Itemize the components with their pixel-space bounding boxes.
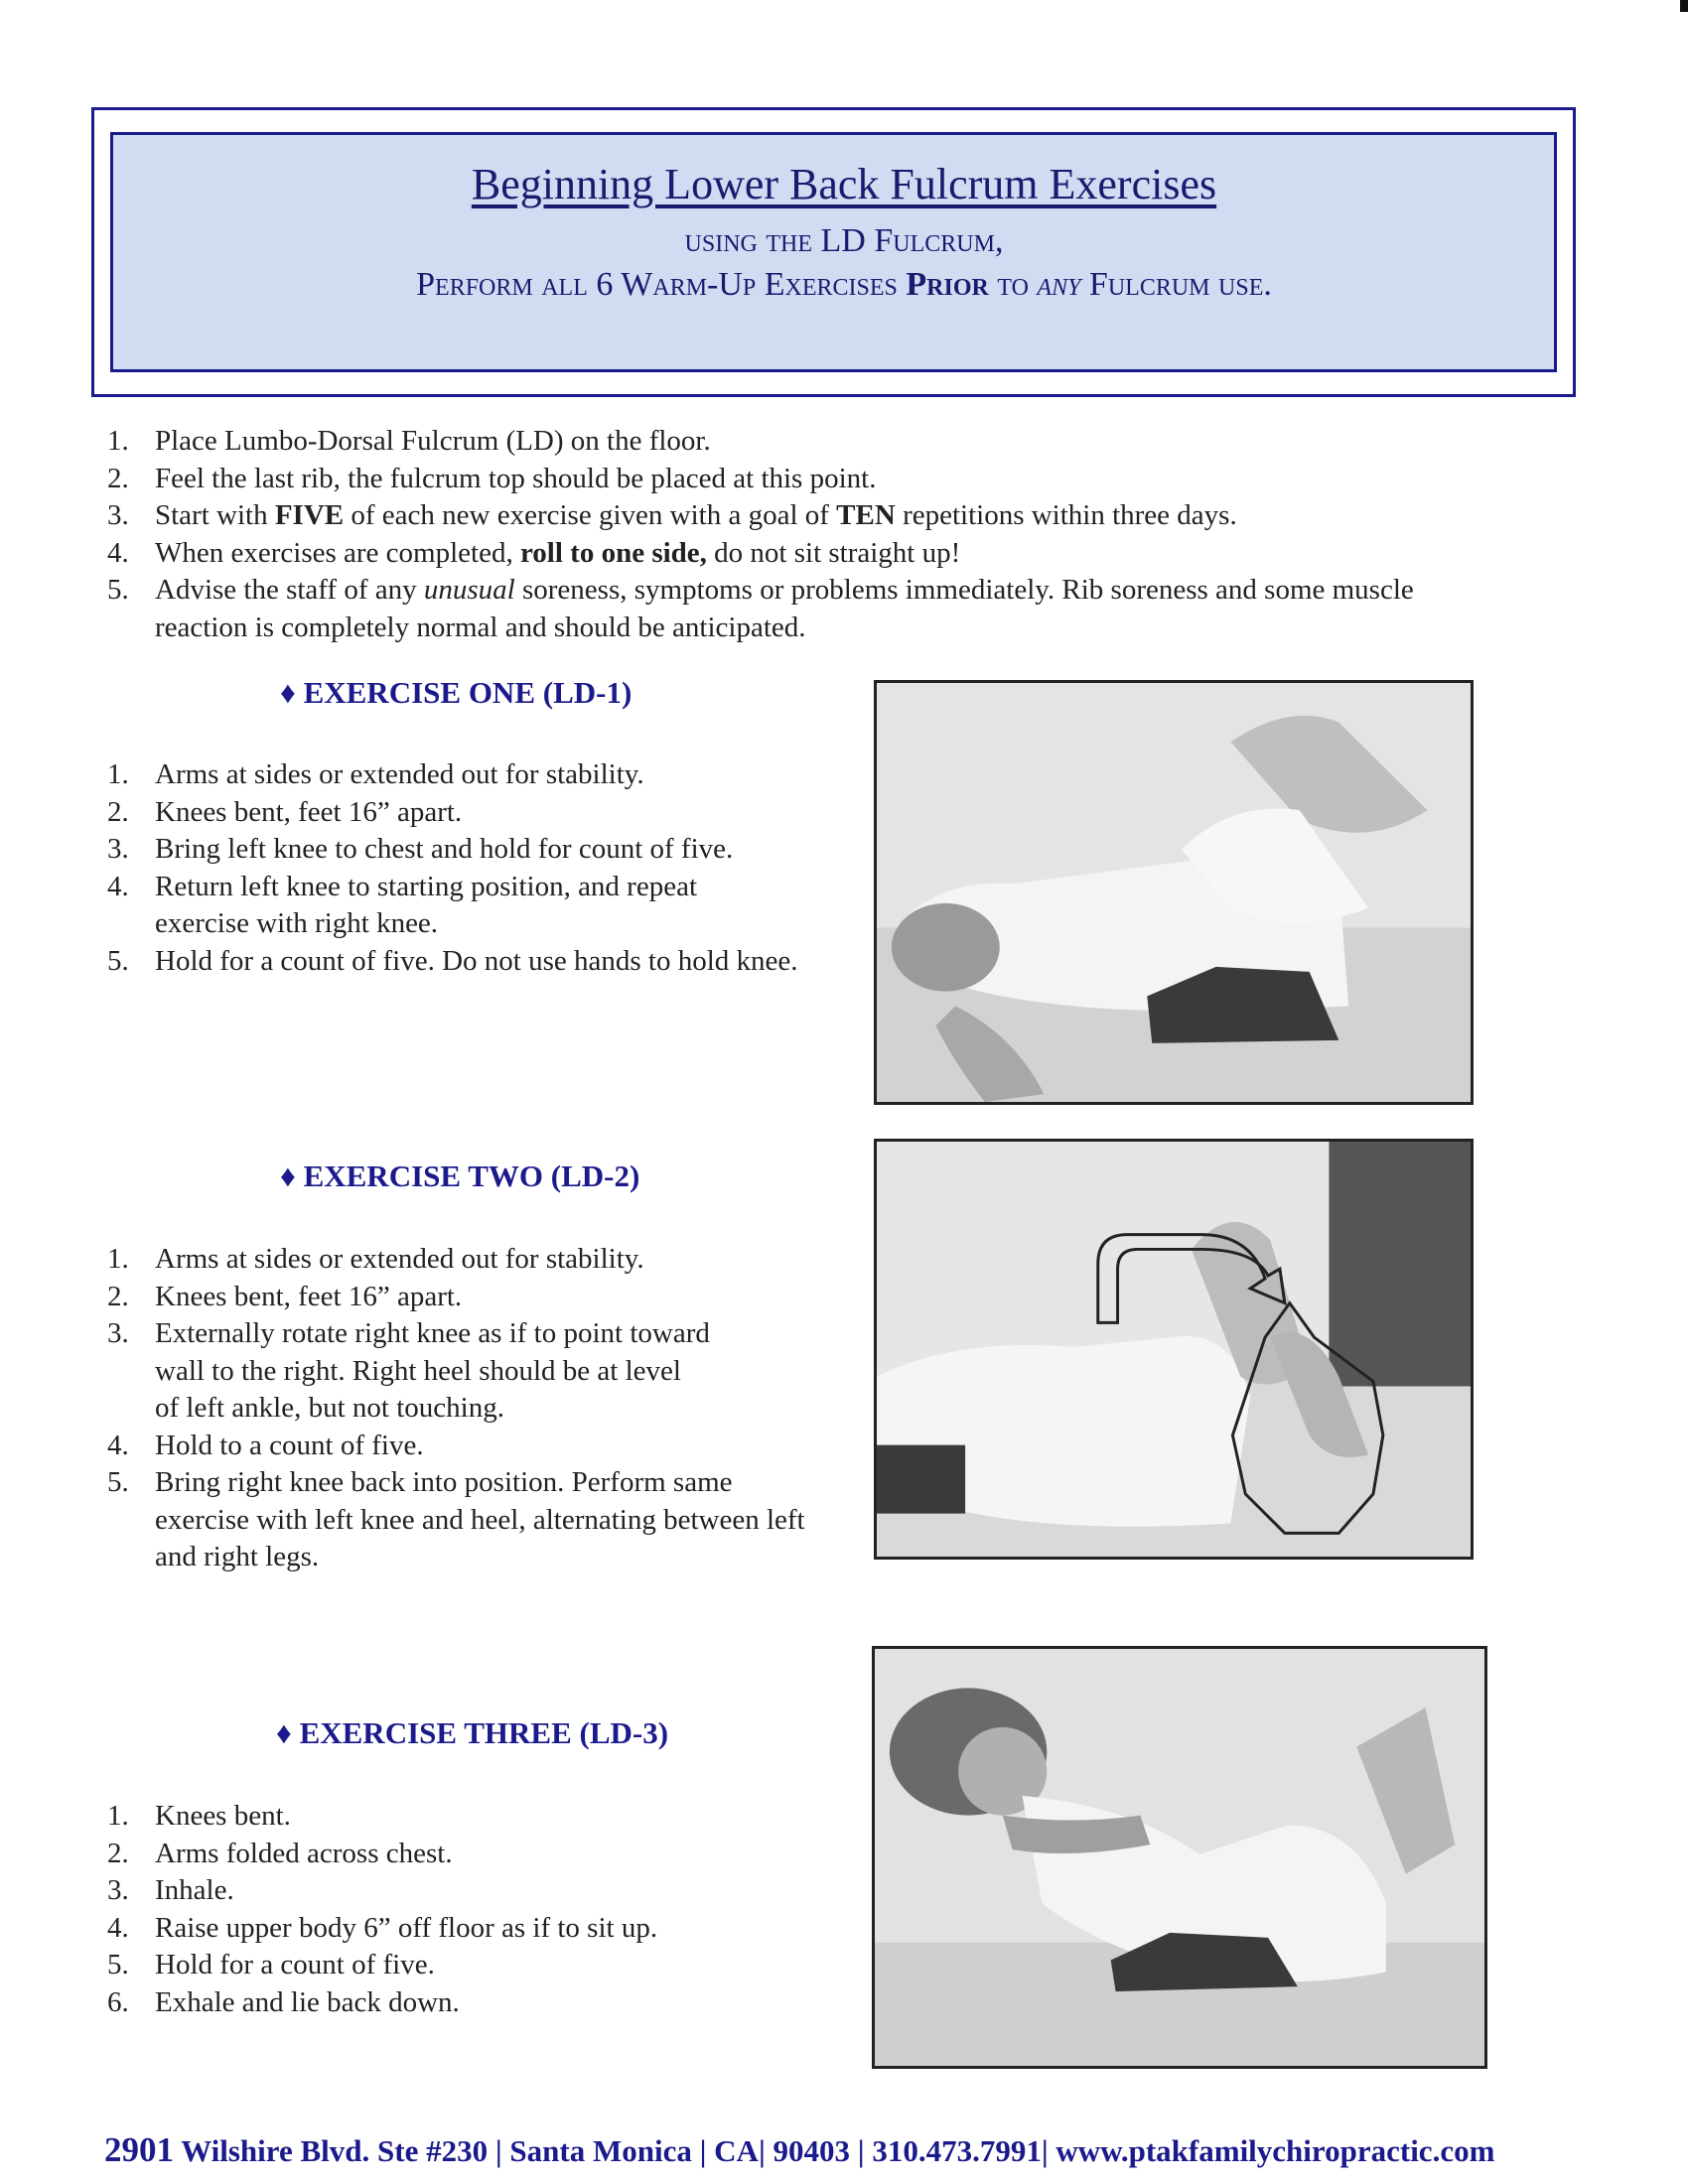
item-text: Knees bent, feet 16” apart. — [155, 795, 463, 828]
item-number: 3. — [107, 499, 129, 531]
item-text: Externally rotate right knee as if to point toward wall to the right. Right heel should be at level of left ankle, but not touching. — [155, 1317, 710, 1424]
list-item — [107, 1279, 837, 1316]
item-text: Knees bent. — [155, 1800, 291, 1832]
item-text: Arms at sides or extended out for stability. — [155, 1243, 644, 1275]
exercise-two-heading: ♦ EXERCISE TWO (LD-2) — [280, 1159, 640, 1193]
list-item — [107, 1798, 837, 1836]
frame-corner — [1554, 375, 1576, 397]
list-item — [107, 1241, 837, 1279]
bold-run: FIVE — [274, 499, 345, 531]
exercise-three-photo — [872, 1646, 1487, 2069]
text-run: soreness, symptoms or problems immediately. Rib soreness and some muscle reaction is completely normal and should be anticipated. — [155, 574, 1414, 643]
item-text: Feel the last rib, the fulcrum top should be placed at this point. — [155, 462, 877, 494]
frame-corner — [91, 375, 113, 397]
list-item — [107, 1836, 837, 1873]
item-text: Return left knee to starting position, and repeat exercise with right knee. — [155, 870, 698, 939]
list-item — [107, 1464, 837, 1576]
exercise-one-steps — [107, 756, 837, 980]
italic-run: unusual — [423, 574, 515, 606]
exercise-three-steps — [107, 1798, 837, 2021]
bold-run: TEN — [836, 499, 896, 531]
list-item — [107, 943, 837, 981]
list-item — [107, 794, 837, 832]
exercise-three-heading: ♦ EXERCISE THREE (LD-3) — [276, 1715, 669, 1750]
instruction-emphasis: Prior — [906, 266, 989, 303]
footer-address: Wilshire Blvd. Ste #230 | Santa Monica | CA| 90403 | 310.473.7991| www.ptakfamilychiropractic.com — [174, 2133, 1495, 2168]
item-text — [155, 535, 1448, 573]
text-run: repetitions within three days. — [895, 499, 1237, 531]
list-item — [107, 831, 837, 869]
list-item — [107, 423, 1448, 461]
intro-list — [107, 423, 1448, 646]
item-text: Raise upper body 6” off floor as if to sit up. — [155, 1911, 658, 1944]
item-text: Bring left knee to chest and hold for count of five. — [155, 833, 734, 865]
item-number: 5. — [107, 1949, 129, 1980]
item-number: 1. — [107, 1800, 129, 1832]
item-number: 4. — [107, 536, 129, 569]
list-item — [107, 497, 1448, 535]
item-text: Knees bent, feet 16” apart. — [155, 1280, 463, 1312]
text-run: do not sit straight up! — [706, 536, 961, 569]
list-item — [107, 572, 1448, 646]
instruction-text: Perform all 6 Warm-Up Exercises — [416, 266, 907, 303]
list-item — [107, 535, 1448, 573]
item-text: Exhale and lie back down. — [155, 1985, 460, 2018]
item-number: 4. — [107, 870, 129, 902]
instruction-text: Fulcrum use. — [1080, 266, 1272, 303]
exercise-two-steps — [107, 1241, 837, 1576]
item-text: Hold for a count of five. — [155, 1949, 435, 1980]
item-number: 2. — [107, 795, 129, 828]
list-item — [107, 1984, 837, 2022]
item-text: Bring right knee back into position. Perform same exercise with left knee and heel, alternating between left and right legs. — [155, 1466, 805, 1572]
item-number: 4. — [107, 1429, 129, 1461]
list-item — [107, 1947, 837, 1984]
item-number: 4. — [107, 1911, 129, 1944]
item-number: 5. — [107, 1466, 129, 1498]
text-run: When exercises are completed, — [155, 536, 520, 569]
footer-street-number: 2901 — [104, 2130, 174, 2169]
item-number: 6. — [107, 1985, 129, 2018]
item-text: Hold to a count of five. — [155, 1429, 424, 1461]
list-item — [107, 1428, 837, 1465]
item-text: Arms at sides or extended out for stability. — [155, 758, 644, 790]
bold-run: roll to one side, — [519, 536, 707, 569]
page-title: Beginning Lower Back Fulcrum Exercises — [471, 160, 1217, 208]
list-item — [107, 1872, 837, 1910]
item-number: 1. — [107, 425, 129, 457]
page-instruction — [0, 266, 1688, 304]
instruction-emphasis: any — [1037, 266, 1081, 303]
list-item — [107, 461, 1448, 498]
item-number: 3. — [107, 1317, 129, 1349]
item-number: 3. — [107, 1874, 129, 1906]
frame-corner — [1554, 107, 1576, 129]
exercise-one-photo — [874, 680, 1474, 1105]
instruction-text: to — [988, 266, 1038, 303]
list-item — [107, 1315, 837, 1428]
item-number: 3. — [107, 833, 129, 865]
list-item — [107, 869, 837, 943]
item-number: 2. — [107, 462, 129, 494]
item-text: Inhale. — [155, 1874, 234, 1906]
frame-corner — [91, 107, 113, 129]
list-item — [107, 1910, 837, 1948]
list-item — [107, 756, 837, 794]
item-number: 2. — [107, 1280, 129, 1312]
text-run: Start with — [155, 499, 275, 531]
item-number: 5. — [107, 944, 129, 977]
item-text: Place Lumbo-Dorsal Fulcrum (LD) on the floor. — [155, 425, 711, 457]
exercise-one-heading: ♦ EXERCISE ONE (LD-1) — [280, 675, 633, 710]
item-number: 1. — [107, 1243, 129, 1275]
page-subtitle: using the LD Fulcrum, — [684, 222, 1004, 259]
footer-contact — [104, 2130, 1594, 2170]
text-run: of each new exercise given with a goal of — [344, 499, 837, 531]
item-number: 2. — [107, 1837, 129, 1869]
item-text: Hold for a count of five. Do not use hands to hold knee. — [155, 944, 798, 977]
item-number: 1. — [107, 758, 129, 790]
item-text — [155, 572, 1448, 646]
scan-edge-mark — [1680, 0, 1688, 12]
exercise-two-photo — [874, 1139, 1474, 1560]
item-number: 5. — [107, 574, 129, 606]
item-text — [155, 497, 1448, 535]
item-text: Arms folded across chest. — [155, 1837, 453, 1869]
text-run: Advise the staff of any — [155, 574, 424, 606]
